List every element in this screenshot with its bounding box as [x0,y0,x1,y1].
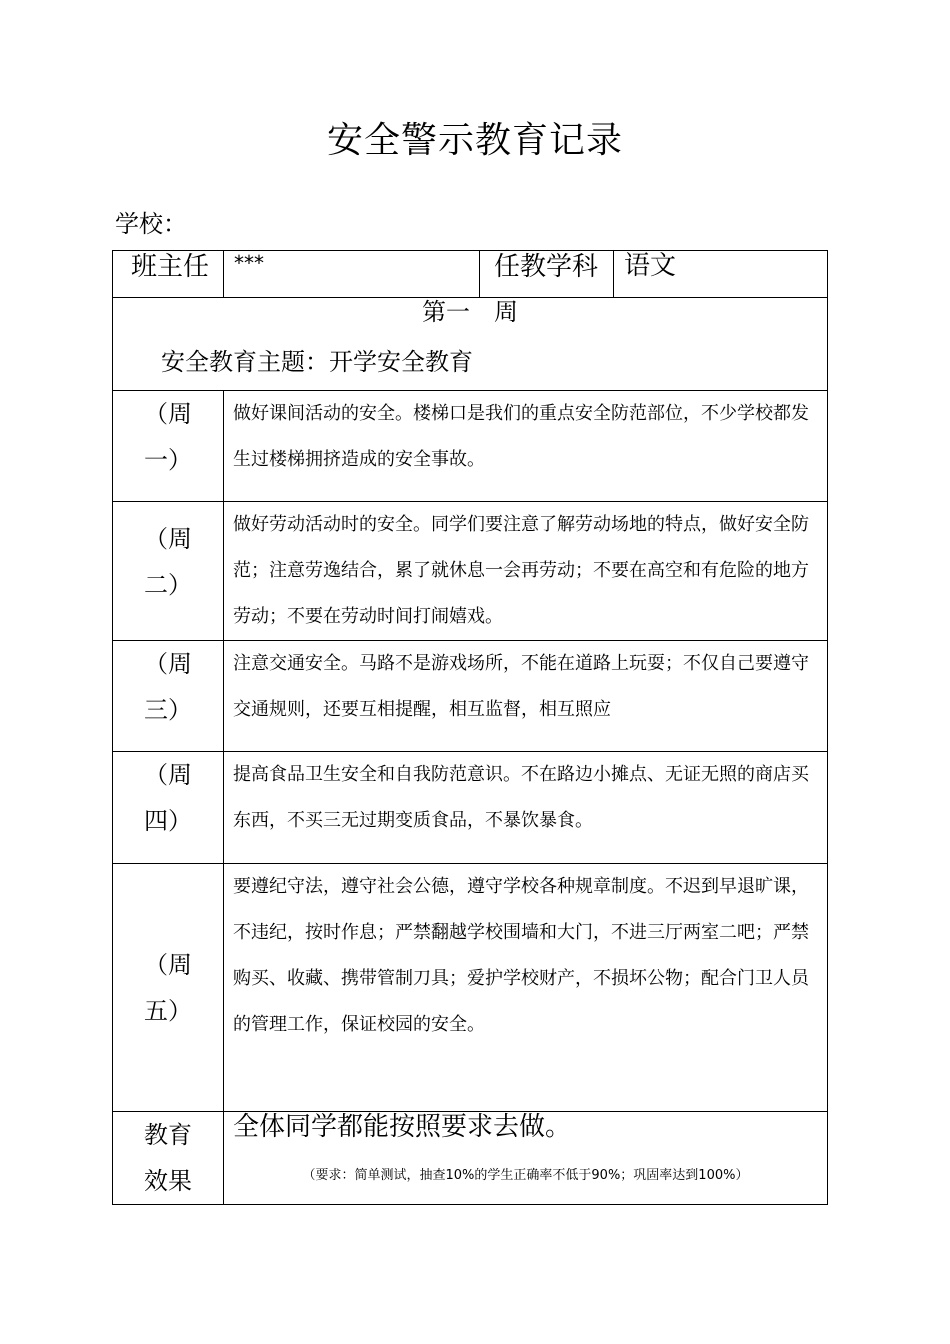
subject-value-cell [614,251,828,298]
record-table [112,250,828,1205]
day-label-cell [113,641,224,752]
day-label [113,641,223,733]
day-label [113,942,223,1034]
school-label: 学校： [115,210,187,238]
day-label-line1: （周 [144,400,192,428]
header-row [113,251,828,298]
day-label-cell [113,391,224,502]
week-row [113,298,828,391]
day-label-line1: （周 [144,950,192,979]
day-row-wed [113,641,828,752]
day-content-cell [224,752,828,864]
day-label-line2: 二） [144,571,192,599]
day-content-cell [224,641,828,752]
day-label [113,752,223,844]
day-label-cell [113,864,224,1112]
week-theme: 安全教育主题：开学安全教育 [161,348,473,376]
effect-content-cell [224,1112,828,1205]
teacher-label-cell [113,251,224,298]
day-row-fri [113,864,828,1112]
day-row-mon [113,391,828,502]
subject-value: 语文 [624,251,677,281]
subject-label: 任教学科 [494,252,599,282]
day-content-cell [224,502,828,641]
effect-text: 全体同学都能按照要求去做。 [233,1112,572,1142]
teacher-label: 班主任 [131,252,210,282]
effect-label-line2: 效果 [144,1167,192,1195]
teacher-value: *** [234,251,264,275]
page-title: 安全警示教育记录 [326,120,623,161]
day-label-line1: （周 [144,525,192,553]
day-row-tue [113,502,828,641]
effect-row [113,1112,828,1205]
day-label-line1: （周 [144,761,192,789]
day-label-line2: 四） [144,807,192,835]
day-content: 提高食品卫生安全和自我防范意识。不在路边小摊点、无证无照的商店买东西，不买三无过期变质食品，不暴饮暴食。 [233,764,809,831]
week-cell [113,298,828,391]
day-label-line2: 一） [144,446,192,474]
day-label-cell [113,502,224,641]
effect-note: （要求：简单测试，抽查10%的学生正确率不低于90%；巩固率达到100%） [302,1168,749,1183]
day-label [113,516,223,608]
day-label-line1: （周 [144,650,192,678]
effect-label-cell [113,1112,224,1205]
day-content: 要遵纪守法，遵守社会公德，遵守学校各种规章制度。不迟到早退旷课，不违纪，按时作息；严禁翻越学校围墙和大门，不进三厅两室二吧；严禁购买、收藏、携带管制刀具；爱护学校财产，不损坏公物；配合门卫人员的管理工作，保证校园的安全。 [233,876,809,1035]
day-label-line2: 三） [144,696,192,724]
day-label-line2: 五） [144,996,192,1025]
day-content-cell [224,391,828,502]
day-row-thu [113,752,828,864]
effect-label-line1: 教育 [144,1121,192,1149]
day-content-cell [224,864,828,1112]
teacher-value-cell [224,251,480,298]
subject-label-cell [480,251,614,298]
day-label-cell [113,752,224,864]
day-label [113,391,223,483]
day-content: 做好劳动活动时的安全。同学们要注意了解劳动场地的特点，做好安全防范；注意劳逸结合，累了就休息一会再劳动；不要在高空和有危险的地方劳动；不要在劳动时间打闹嬉戏。 [233,514,809,627]
day-content: 做好课间活动的安全。楼梯口是我们的重点安全防范部位，不少学校都发生过楼梯拥挤造成的安全事故。 [233,403,809,470]
day-content: 注意交通安全。马路不是游戏场所，不能在道路上玩耍；不仅自己要遵守交通规则，还要互相提醒，相互监督，相互照应 [233,653,809,720]
week-label: 第一 周 [422,298,518,326]
effect-label [113,1112,223,1204]
